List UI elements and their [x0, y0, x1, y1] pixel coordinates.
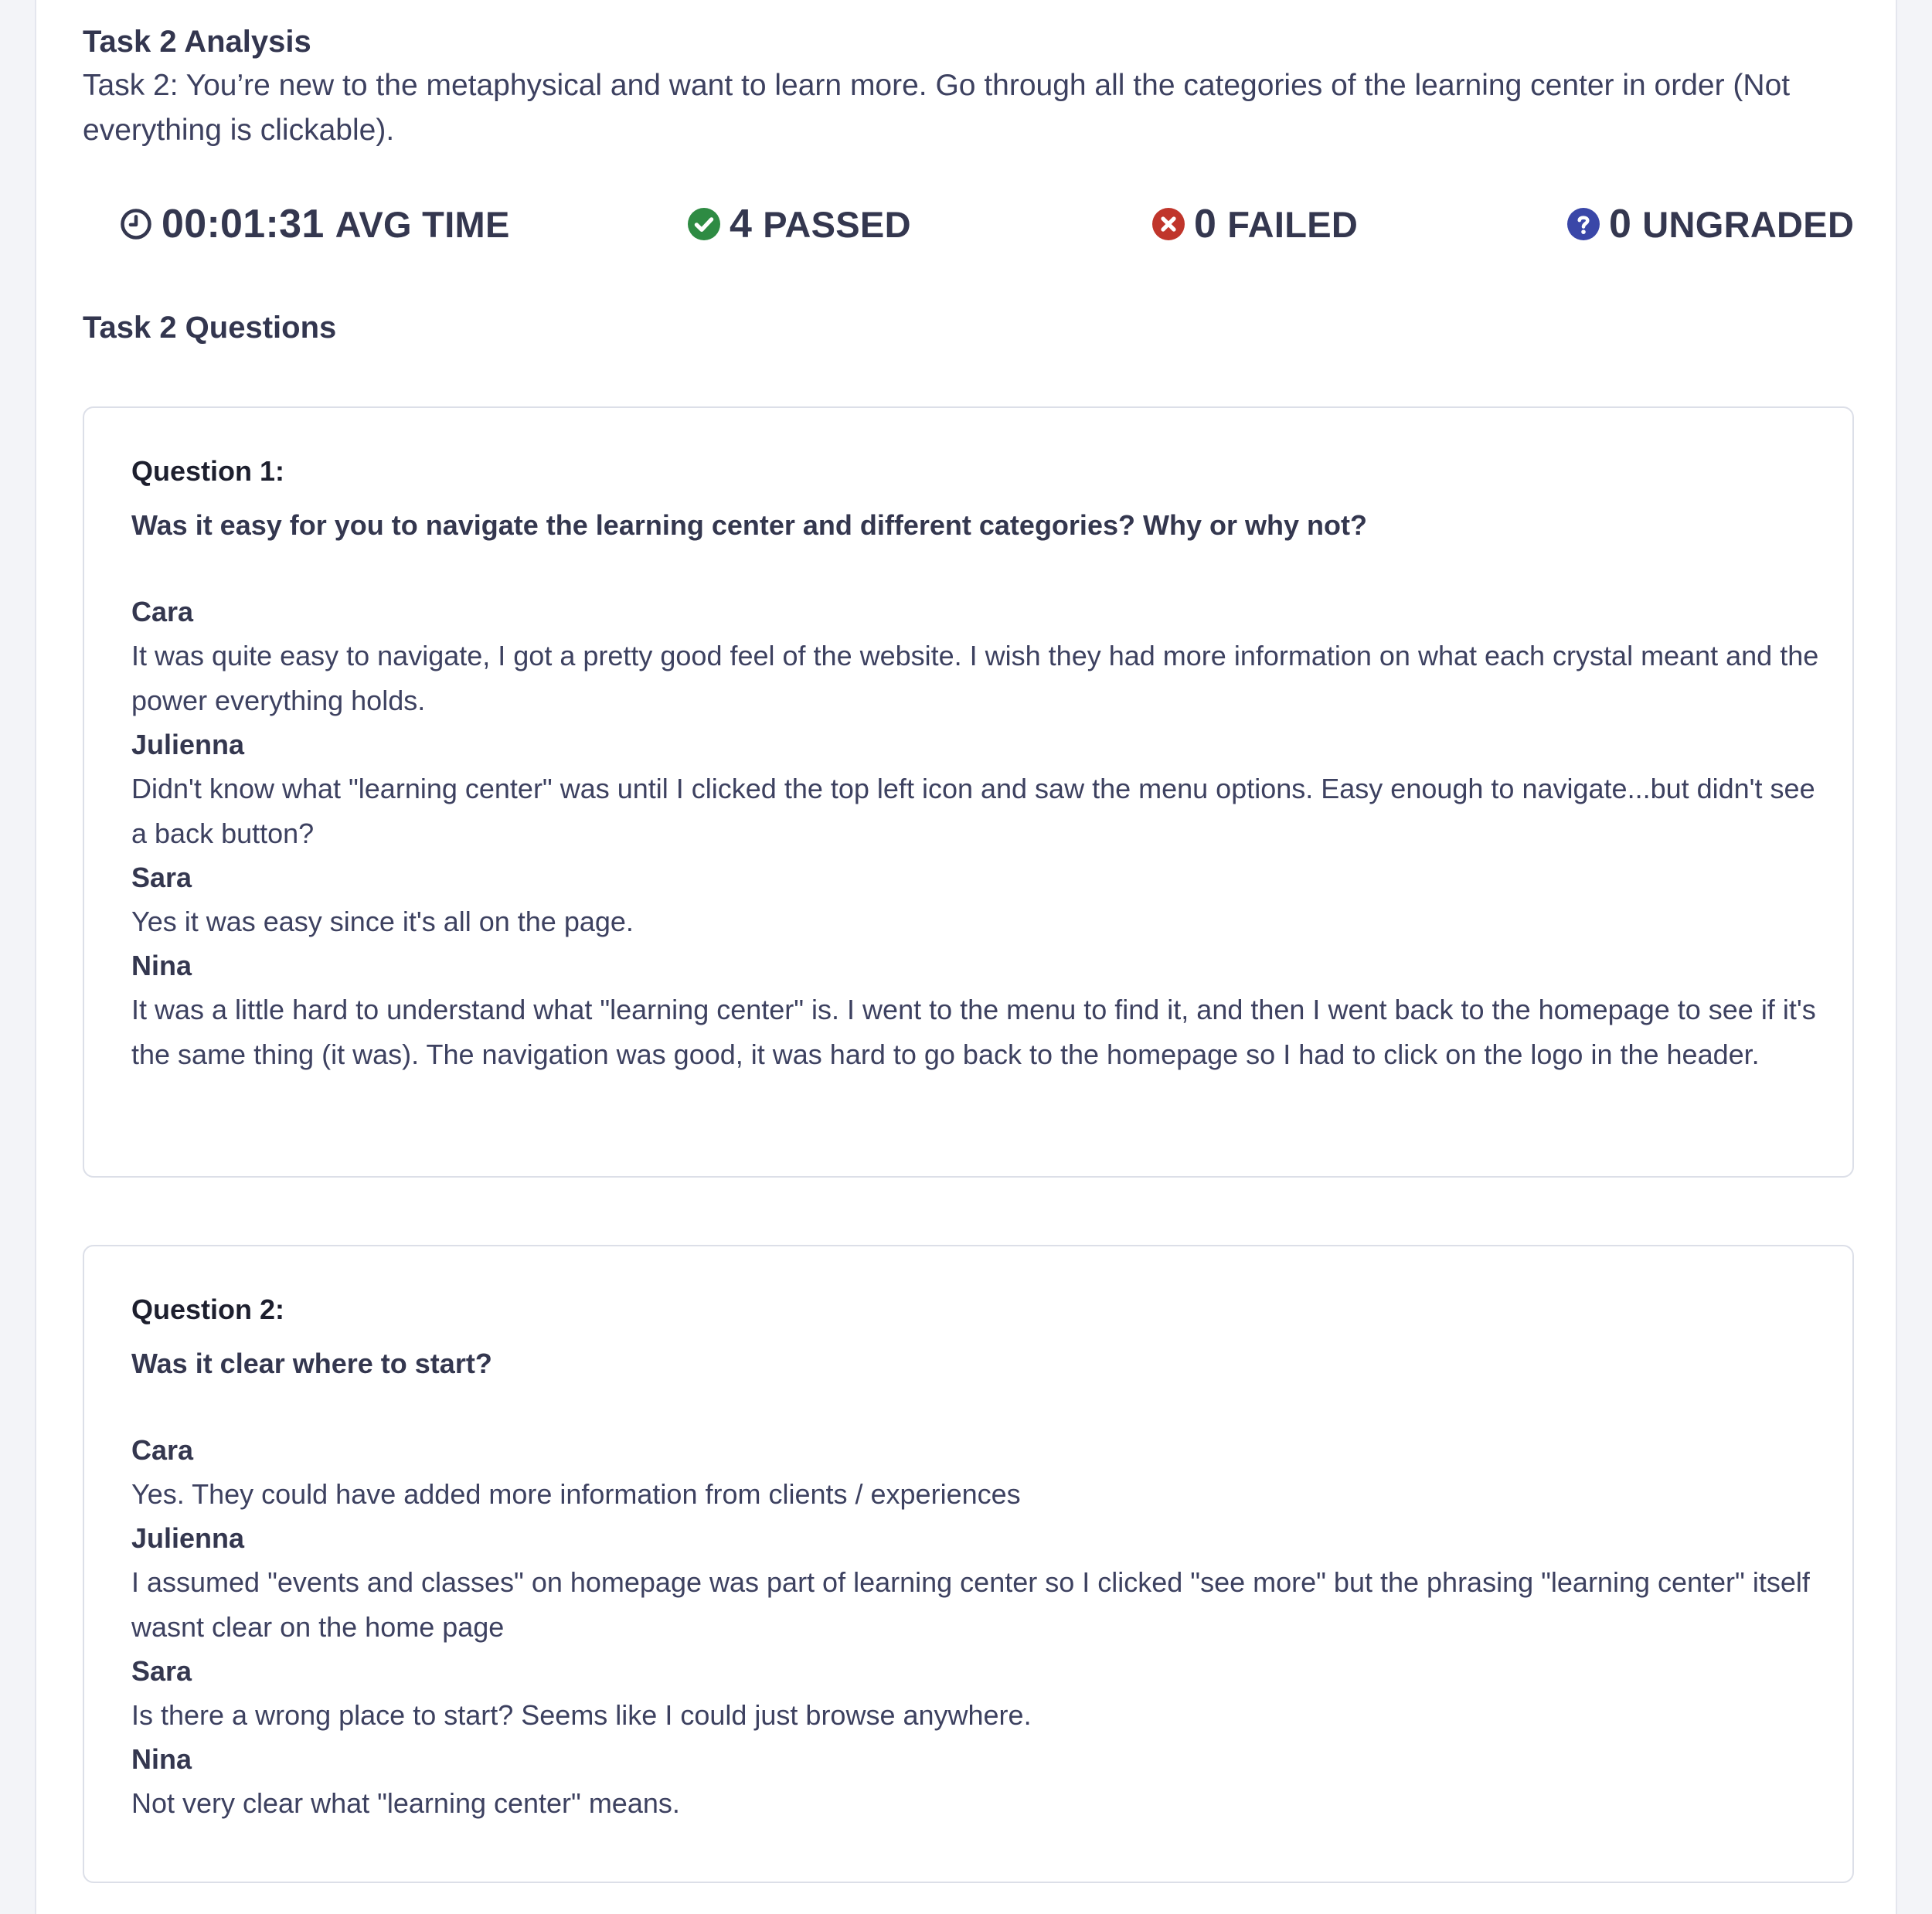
question-card: [83, 406, 1854, 1178]
question-circle-icon: [1567, 208, 1600, 240]
passed-value: 4: [730, 202, 753, 246]
passed-label: PASSED: [763, 203, 911, 245]
answer-name: Julienna: [131, 729, 245, 760]
stat-avg-time: [120, 201, 510, 247]
failed-value: 0: [1194, 202, 1217, 246]
failed-label: FAILED: [1227, 203, 1359, 245]
ungraded-value: 0: [1609, 202, 1632, 246]
clock-icon: [120, 208, 152, 240]
answer-text: It was quite easy to navigate, I got a pretty good feel of the website. I wish they had more information on what each crystal meant and the power everything holds.: [131, 640, 1819, 716]
stats-bar: [83, 201, 1855, 294]
ungraded-label: UNGRADED: [1642, 203, 1855, 245]
answer-name: Nina: [131, 1743, 192, 1775]
avg-time-label: AVG TIME: [335, 203, 510, 245]
analysis-title: Task 2 Analysis: [83, 25, 311, 59]
stat-failed: [1152, 201, 1358, 247]
answer-text: Didn't know what "learning center" was until I clicked the top left icon and saw the menu options. Easy enough to navigate...but didn't see a back button?: [131, 773, 1815, 849]
answer-text: Yes it was easy since it's all on the page.: [131, 906, 634, 937]
answer-text: Yes. They could have added more information from clients / experiences: [131, 1478, 1021, 1510]
answer-text: I assumed "events and classes" on homepage was part of learning center so I clicked "see more" but the phrasing "learning center" itself wasnt clear on the home page: [131, 1566, 1810, 1643]
x-circle-icon: [1152, 208, 1185, 240]
answer-name: Sara: [131, 862, 192, 893]
answer-name: Cara: [131, 1434, 194, 1466]
question-card: [83, 1245, 1854, 1883]
main-panel: [35, 0, 1897, 1914]
content: [83, 22, 1855, 348]
answer-text: Is there a wrong place to start? Seems like I could just browse anywhere.: [131, 1699, 1032, 1731]
analysis-description: Task 2: You’re new to the metaphysical and want to learn more. Go through all the categories of the learning center in order (Not everything is clickable).: [83, 69, 1791, 147]
stat-passed: [688, 201, 911, 247]
check-circle-icon: [688, 208, 720, 240]
question-text: Was it easy for you to navigate the learning center and different categories? Why or why not?: [131, 509, 1367, 541]
avg-time-value: 00:01:31: [162, 202, 325, 246]
answer-name: Cara: [131, 596, 194, 627]
stat-ungraded: [1567, 201, 1854, 247]
question-label: Question 1:: [131, 455, 285, 487]
answer-text: It was a little hard to understand what "learning center" is. I went to the menu to find it, and then I went back to the homepage to see if it's the same thing (it was). The navigation was good, it was hard to go back to the homepage so I had to click on the logo in the header.: [131, 994, 1816, 1070]
question-label: Question 2:: [131, 1294, 285, 1325]
questions-title: Task 2 Questions: [83, 311, 337, 345]
answer-text: Not very clear what "learning center" means.: [131, 1787, 680, 1819]
question-text: Was it clear where to start?: [131, 1348, 492, 1379]
answer-name: Nina: [131, 950, 192, 981]
answer-name: Julienna: [131, 1522, 245, 1554]
answer-name: Sara: [131, 1655, 192, 1687]
